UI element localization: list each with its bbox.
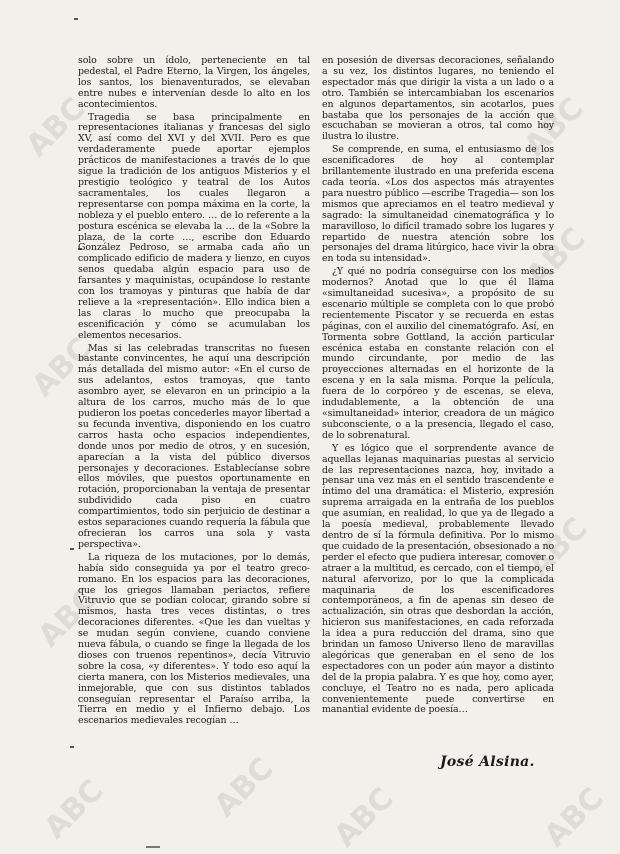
watermark-abc-4: ABC	[37, 773, 111, 846]
right-paragraph-2: Se comprende, en suma, el entusiasmo de los escenificadores de hoy al contemplar brillantemente ilustrado en una preferida escena cada teoría. «Los dos aspectos más atrayentes para nuestro público —escribe Tragedia— son los mismos que apreciamos en el teatro medieval y sagrado: la simultaneidad cinematográfica y lo maravilloso, lo difícil tramado sobre los lugares y repartido de nuestra atención sobre los personajes del drama litúrgico, hace vivir la obra en toda su intensidad».	[322, 144, 554, 265]
left-paragraph-2: Tragedia se basa principalmente en representaciones italianas y francesas del siglo XV, así como del XVI y del XVII. Pero es que verdaderamente puede aportar ejemplos prácticos de manifestaciones a través de lo que sigue la tradición de los antiguos Misterios y el prestigio teológico y teatral de los Autos sacramentales, los cuales llegaron a representarse con pompa máxima en la corte, la nobleza y el pueblo entero. … de lo referente a la postura escénica se elevaba la … de la «Sobre la plaza, de la corte …, escribe don Eduardo González Pedroso, se armaba cada año un complicado edificio de madera y lienzo, en cuyos senos quedaba algún espacio para uso de farsantes y maquinistas, ocupándose lo restante con los tramoyas y pinturas que había de dar relieve a la «representación». Ello indica bien a las claras lo mucho que preocupaba la escenificación y cómo se acumulaban los elementos necesarios.	[78, 111, 310, 341]
right-paragraph-4: Y es lógico que el sorprendente avance de aquellas lejanas maquinarias puestas al servicio de las representaciones nazca, hoy, invitado a pensar una vez más en el sentido trascendente e íntimo del una dramática: el Misterio, expresión suprema arraigada en la entraña de los pueblos que asumían, en realidad, lo que ya de llegado a la poesía medieval, probablemente llevado dentro de sí la fórmula definitiva. Por lo mismo que cuidado de la presentación, obsesionado a no perder el efecto que pudiera interesar, comover o atraer a la multitud, es cercado, con el tiempo, el natural afervorizo, por lo que la complicada maquinaria de los escenificadores contemporáneos, a fin de apenas sin deseo de actualización, sin otras que desbordan la acción, hicieron sus manifestaciones, en cada reforzada la idea a pura reducción del drama, sino que brindan un famoso Universo lleno de maravillas alegóricas que generaban en el seno de los espectadores con un poder aún mayor a distinto del de la propia palabra. Y es que hoy, como ayer, concluye, el Teatro no es nada, pero aplicada convenientemente puede convertirse en manantial evidente de poesía…	[322, 442, 555, 716]
margin-mark	[70, 548, 74, 550]
watermark-abc-9: ABC	[521, 511, 595, 584]
footer-mark	[146, 846, 160, 848]
watermark-abc-5: ABC	[207, 751, 281, 824]
left-paragraph-4: La riqueza de los mutaciones, por lo demás, había sido conseguida ya por el teatro greco-romano. En los espacios para las decoraciones, que los griegos llamaban periactos, refiere Vitruvio que se podían colocar, girando sobre sí mismos, hasta tres veces distintas, o tres decoraciones diferentes. «Que les dan vueltas y se mudan según conviene, cuando conviene nueva fábula, o cuando se finge la llegada de los dioses con truenos repentinos», decía Vitruvio sobre la cosa, «y diferentes». Y todo eso aquí la cierta manera, con los Misterios medievales, una inmejorable, que con sus distintos tablados conseguían representar el Paraíso arriba, la Tierra en medio y el Infierno debajo. Los escenarios medievales recogían …	[78, 551, 310, 727]
right-paragraph-3: ¿Y qué no podría conseguirse con los medios modernos? Anotad que lo que él llama «simultaneidad sucesiva», a propósito de su escenario múltiple se completa con lo que probó recientemente Piscator y se recuerda en estas páginas, con el auxilio del cinematógrafo. Así, en Tormenta sobre Gottland, la acción particular escénica estaba en constante relación con el mundo circundante, por medio de las proyecciones alternadas en el horizonte de la escena y en la sala misma. Porque la película, fuera de lo corpóreo y de escenas, se eleva, indudablemente, a la obtención de una «simultaneidad» interior, creadora de un mágico subconsciente, o a la presencia, llegado el caso, de lo sobrenatural.	[322, 266, 554, 441]
left-column	[78, 56, 310, 729]
watermark-abc-6: ABC	[327, 781, 401, 854]
watermark-abc-1: ABC	[19, 91, 93, 164]
right-paragraph-1: en posesión de diversas decoraciones, señalando a su vez, los distintos lugares, no teniendo el espectador más que dirigir la vista a un lado o a otro. También se intercambiaban los escenarios en algunos departamentos, sin acotarlos, pues bastaba que los personajes de la acción que escuchaban se movieran a otros, tal como hoy ilustra lo ilustre.	[322, 55, 554, 143]
left-paragraph-1: solo sobre un ídolo, perteneciente en tal pedestal, el Padre Eterno, la Virgen, los ángeles, los santos, los bienaventurados, se elevaban entre nubes e intervenían desde lo alto en los acontecimientos.	[78, 55, 310, 110]
right-column	[322, 56, 554, 718]
watermark-abc-7: ABC	[517, 91, 591, 164]
watermark-abc-3: ABC	[31, 581, 105, 654]
left-paragraph-3: Mas si las celebradas transcritas no fuesen bastante convincentes, he aquí una descripción más detallada del mismo autor: «En el curso de sus adelantos, estos tramoyas, que tanto asombro ayer, se elevaron en un principio a la altura de los carros, mucho más de lo que pudieron los poetas concederles mayor libertad a su fecunda inventiva, disponiendo en los cuatro carros hasta ocho espacios independientes, donde unos por medio de otros, y en sucesión, aparecían a la vista del público diversos personajes y decoraciones. Establecíanse sobre ellos móviles, que puestos oportunamente en rotación, proporcionaban la ventaja de presentar subdividido cada piso en cuatro compartimientos, todo sin perjuicio de destinar a estos separaciones cuando requería la fábula que ofrecieran los carros una sola y vasta perspectiva».	[78, 342, 310, 550]
watermark-abc-10: ABC	[537, 781, 611, 854]
watermark-abc-8: ABC	[519, 221, 593, 294]
margin-mark	[74, 18, 78, 20]
margin-mark	[70, 746, 74, 748]
author-signature: José Alsina.	[440, 754, 535, 770]
watermark-abc-2: ABC	[25, 331, 99, 404]
